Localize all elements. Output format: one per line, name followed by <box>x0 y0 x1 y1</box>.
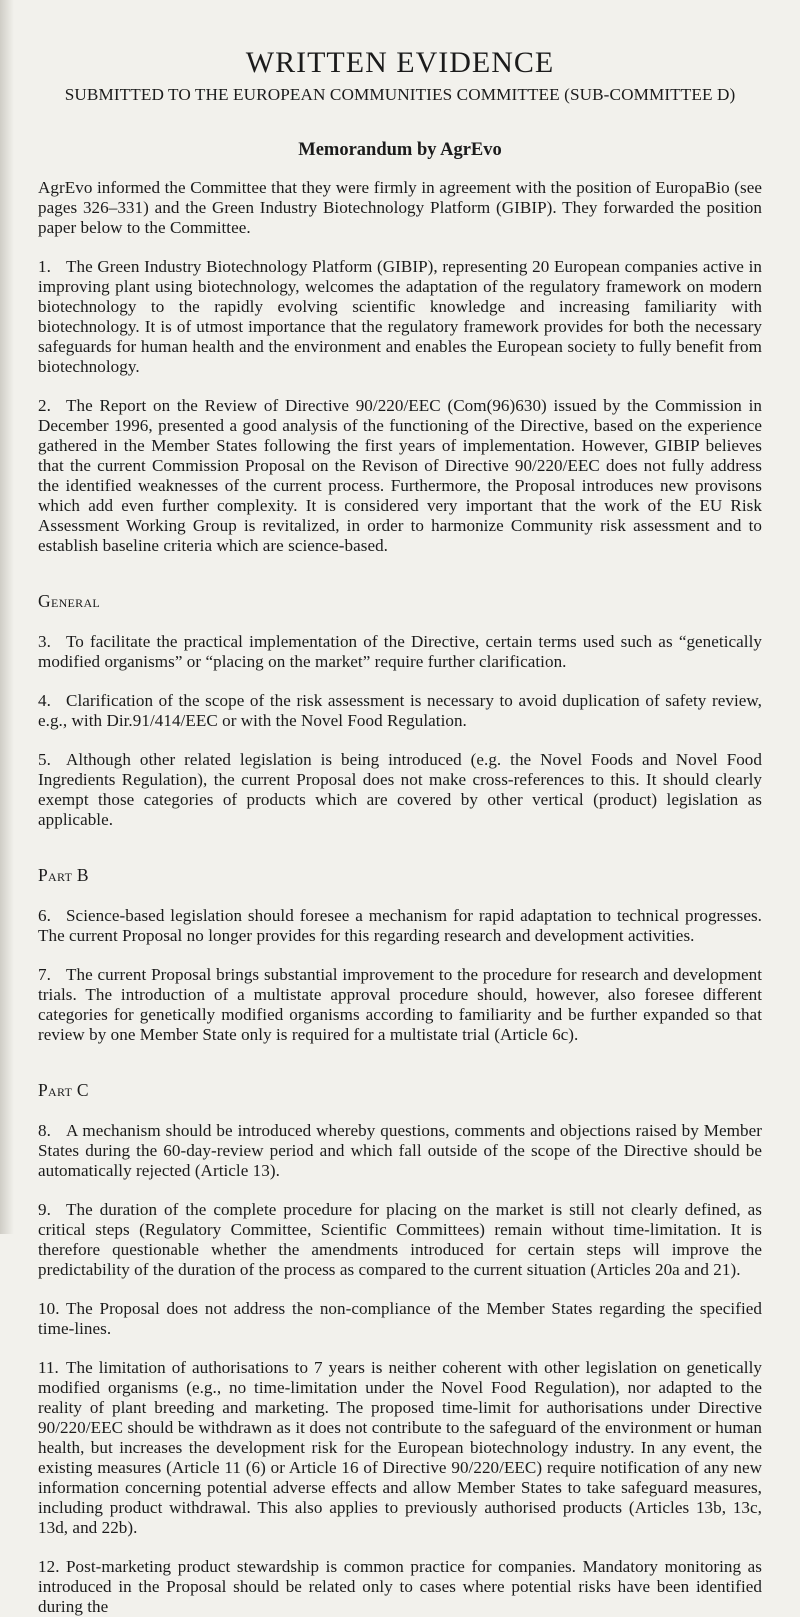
paragraph-8 <box>38 1121 762 1181</box>
paragraph-number: 1. <box>38 257 51 276</box>
paragraph-10 <box>38 1299 762 1339</box>
paragraph-number: 6. <box>38 906 51 925</box>
paragraph-text: The current Proposal brings substantial improvement to the procedure for research and development trials. The introduction of a multistate approval procedure should, however, also foresee different categories for genetically modified organisms according to familiarity and be further expanded so that review by one Member State only is required for a multistate trial (Article 6c). <box>38 965 762 1044</box>
paragraph-text: The Proposal does not address the non-compliance of the Member States regarding the specified time-lines. <box>38 1299 762 1338</box>
paragraph-11 <box>38 1358 762 1538</box>
paragraph-text: Although other related legislation is being introduced (e.g. the Novel Foods and Novel Food Ingredients Regulation), the current Proposal does not make cross-references to this. It should clearly exempt those categories of products which are covered by other vertical (product) legislation as applicable. <box>38 750 762 829</box>
paragraph-number: 4. <box>38 691 51 710</box>
memorandum-title: Memorandum by AgrEvo <box>298 140 502 160</box>
paragraph-number: 2. <box>38 396 51 415</box>
paragraph-number: 10. <box>38 1299 60 1318</box>
paragraph-text: To facilitate the practical implementation of the Directive, certain terms used such as “genetically modified organisms” or “placing on the market” require further clarification. <box>38 632 762 671</box>
paragraph-5 <box>38 750 762 830</box>
paragraph-number: 5. <box>38 750 51 769</box>
paragraph-number: 3. <box>38 632 51 651</box>
intro-paragraph: AgrEvo informed the Committee that they were firmly in agreement with the position of EuropaBio (see pages 326–331) and the Green Industry Biotechnology Platform (GIBIP). They forwarded the position paper below to the Committee. <box>38 178 762 237</box>
paragraph-text: A mechanism should be introduced whereby questions, comments and objections raised by Member States during the 60-day-review period and which fall outside of the scope of the Directive should be automatically rejected (Article 13). <box>38 1121 762 1180</box>
paragraph-number: 12. <box>38 1557 60 1576</box>
paragraph-number: 9. <box>38 1200 51 1219</box>
page-title: WRITTEN EVIDENCE <box>245 46 555 79</box>
section-heading-general: General <box>38 591 101 611</box>
paragraph-4 <box>38 691 762 731</box>
paragraph-number: 7. <box>38 965 51 984</box>
paragraph-text: The duration of the complete procedure for placing on the market is still not clearly defined, as critical steps (Regulatory Committee, Scientific Committees) remain without time-limitation. It is therefore questionable whether the amendments introduced for certain steps will improve the predictability of the duration of the process as compared to the current situation (Articles 20a and 21). <box>38 1200 762 1279</box>
paragraph-text: Post-marketing product stewardship is common practice for companies. Mandatory monitoring as introduced in the Proposal should be related only to cases where potential risks have been identified during the <box>38 1557 762 1616</box>
section-heading-part-c: Part C <box>38 1080 89 1100</box>
paragraph-2 <box>38 396 762 556</box>
paragraph-12 <box>38 1557 762 1617</box>
paragraph-text: Clarification of the scope of the risk assessment is necessary to avoid duplication of safety review, e.g., with Dir.91/414/EEC or with the Novel Food Regulation. <box>38 691 762 730</box>
page-edge-shadow <box>0 0 14 1234</box>
section-heading-part-b: Part B <box>38 865 89 885</box>
paragraph-text: Science-based legislation should foresee a mechanism for rapid adaptation to technical progresses. The current Proposal no longer provides for this regarding research and development activities. <box>38 906 762 945</box>
paragraph-1 <box>38 257 762 377</box>
paragraph-7 <box>38 965 762 1045</box>
page-subtitle: SUBMITTED TO THE EUROPEAN COMMUNITIES COMMITTEE (SUB-COMMITTEE D) <box>64 85 736 104</box>
paragraph-number: 11. <box>38 1358 59 1377</box>
paragraph-text: The Green Industry Biotechnology Platform (GIBIP), representing 20 European companies active in improving plant using biotechnology, welcomes the adaptation of the regulatory framework on modern biotechnology to the rapidly evolving scientific knowledge and increasing familiarity with biotechnology. It is of utmost importance that the regulatory framework provides for both the necessary safeguards for human health and the environment and enables the European society to fully benefit from biotechnology. <box>38 257 762 376</box>
paragraph-3 <box>38 632 762 672</box>
paragraph-number: 8. <box>38 1121 51 1140</box>
paragraph-text: The limitation of authorisations to 7 years is neither coherent with other legislation on genetically modified organisms (e.g., no time-limitation under the Novel Food Regulation), nor adapted to the reality of plant breeding and marketing. The proposed time-limit for authorisations under Directive 90/220/EEC should be withdrawn as it does not contribute to the safeguard of the environment or human health, but increases the development risk for the European biotechnology industry. In any event, the existing measures (Article 11 (6) or Article 16 of Directive 90/220/EEC) require notification of any new information concerning potential adverse effects and allow Member States to take safeguard measures, including product withdrawal. This also applies to previously authorised products (Articles 13b, 13c, 13d, and 22b). <box>38 1358 762 1537</box>
paragraph-6 <box>38 906 762 946</box>
paragraph-9 <box>38 1200 762 1280</box>
paragraph-text: The Report on the Review of Directive 90/220/EEC (Com(96)630) issued by the Commission in December 1996, presented a good analysis of the functioning of the Directive, based on the experience gathered in the Member States following the first years of implementation. However, GIBIP believes that the current Commission Proposal on the Revison of Directive 90/220/EEC does not fully address the identified weaknesses of the current process. Furthermore, the Proposal introduces new provisons which add even further complexity. It is considered very important that the work of the EU Risk Assessment Working Group is revitalized, in order to harmonize Community risk assessment and to establish baseline criteria which are science-based. <box>38 396 762 555</box>
